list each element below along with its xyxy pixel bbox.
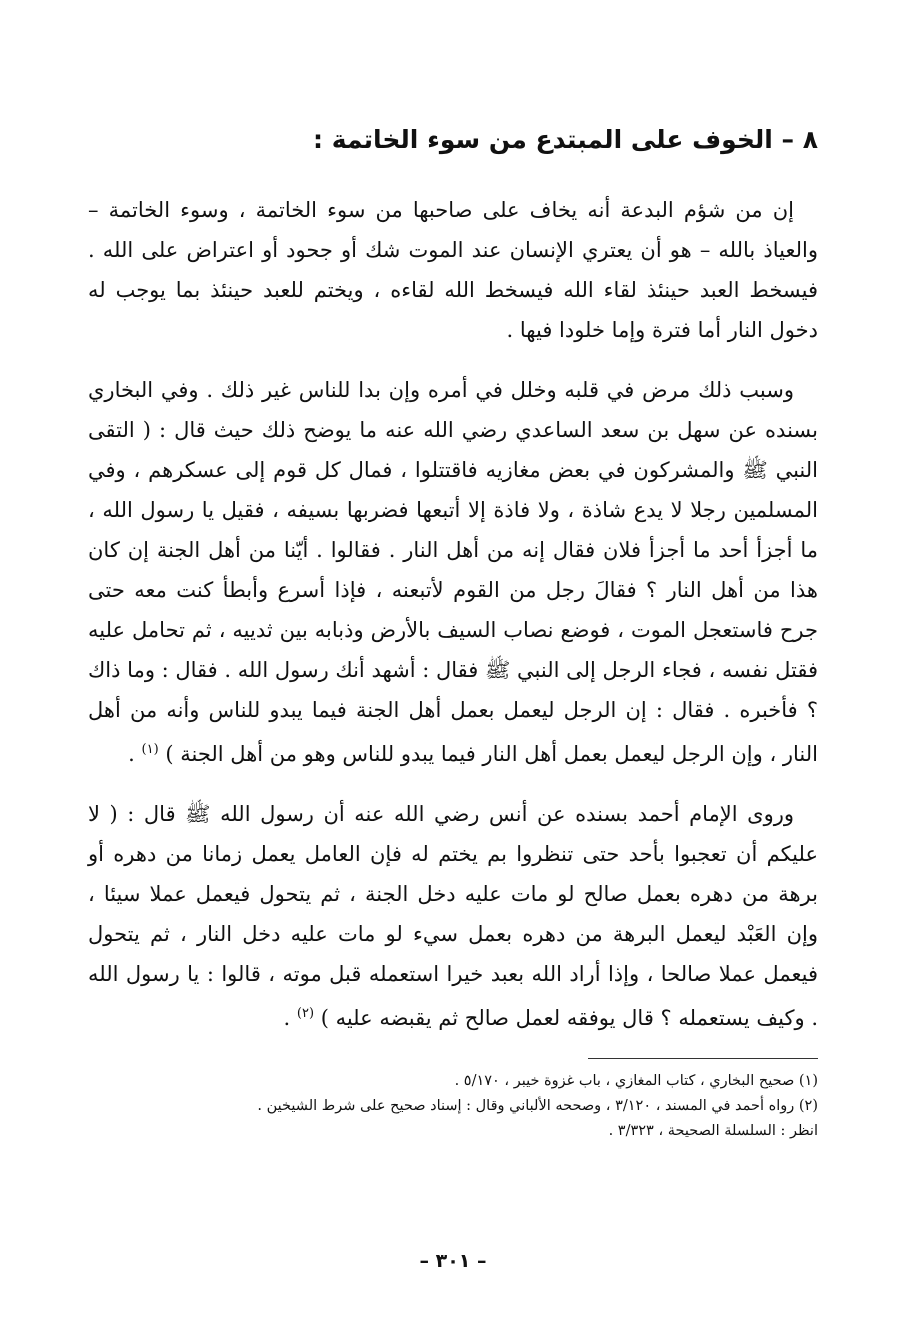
paragraph-1-text: إن من شؤم البدعة أنه يخاف على صاحبها من سوء الخاتمة ، وسوء الخاتمة – والعياذ بالله – هو أن يعتري الإنسان عند الموت شك أو جحود أو اعتراض على الله . فيسخط العبد حينئذ لقاء الله فيسخط الله لقاءه ، ويختم للعبد حينئذ بما يوجب له دخول النار أما فترة وإما خلودا فيها .: [88, 198, 818, 342]
paragraph-2-text: وسبب ذلك مرض في قلبه وخلل في أمره وإن بدا للناس غير ذلك . وفي البخاري بسنده عن سهل بن سعد الساعدي رضي الله عنه ما يوضح ذلك حيث قال : ( التقى النبي ﷺ والمشركون في بعض مغازيه فاقتتلوا ، فمال كل قوم إلى عسكرهم ، وفي المسلمين رجلا لا يدع شاذة ، ولا فاذة إلا أتبعها فضربها بسيفه ، فقيل يا رسول الله ، ما أجزأ أحد ما أجزأ فلان فقال إنه من أهل النار . فقالوا . أيّنا من أهل الجنة إن كان هذا من أهل النار ؟ فقالَ رجل من القوم لأتبعنه ، فإذا أسرع وأبطأ كنت معه حتى جرح فاستعجل الموت ، فوضع نصاب السيف بالأرض وذبابه بين ثدييه ، ثم تحامل عليه فقتل نفسه ، فجاء الرجل إلى النبي ﷺ فقال : أشهد أنك رسول الله . فقال : وما ذاك ؟ فأخبره . فقال : إن الرجل ليعمل بعمل أهل الجنة فيما يبدو للناس وأنه من أهل النار ، وإن الرجل ليعمل بعمل أهل النار فيما يبدو للناس وهو من أهل الجنة ): [88, 378, 818, 766]
book-page: [88, 110, 818, 1310]
footnotes: [88, 1069, 818, 1144]
body-text: [88, 190, 818, 1038]
footnote-divider: [588, 1058, 818, 1059]
paragraph-2: [88, 370, 818, 774]
footnote-1: (١) صحيح البخاري ، كتاب المغازي ، باب غزوة خيبر ، ٥/١٧٠ .: [454, 1073, 818, 1089]
paragraph-1: [88, 190, 818, 350]
page-number: – ٣٠١ –: [419, 1250, 487, 1272]
paragraph-3: [88, 794, 818, 1038]
paragraph-3-text: وروى الإمام أحمد بسنده عن أنس رضي الله عنه أن رسول الله ﷺ قال : ( لا عليكم أن تعجبوا بأحد حتى تنظروا بم يختم له فإن العامل يعمل زمانا من دهره أو برهة من دهره بعمل صالح لو مات عليه دخل الجنة ، ثم يتحول فيعمل عملا سيئا ، وإن العَبْد ليعمل البرهة من دهره بعمل سيء لو مات عليه دخل النار ، ثم يتحول فيعمل عملا صالحا ، وإذا أراد الله بعبد خيرا استعمله قبل موته ، قالوا : يا رسول الله . وكيف يستعمله ؟ قال يوفقه لعمل صالح ثم يقبضه عليه ): [88, 802, 818, 1030]
footnote-ref-2: (٢): [296, 1006, 315, 1021]
footnote-2: (٢) رواه أحمد في المسند ، ٣/١٢٠ ، وصححه الألباني وقال : إسناد صحيح على شرط الشيخين .: [257, 1098, 818, 1114]
paragraph-3-period: .: [283, 1006, 291, 1030]
section-heading: ٨ – الخوف على المبتدع من سوء الخاتمة :: [313, 125, 818, 154]
paragraph-2-period: .: [128, 742, 135, 766]
footnote-ref-1: (١): [141, 742, 159, 757]
footnote-2-continued: انظر : السلسلة الصحيحة ، ٣/٣٢٣ .: [608, 1123, 818, 1139]
